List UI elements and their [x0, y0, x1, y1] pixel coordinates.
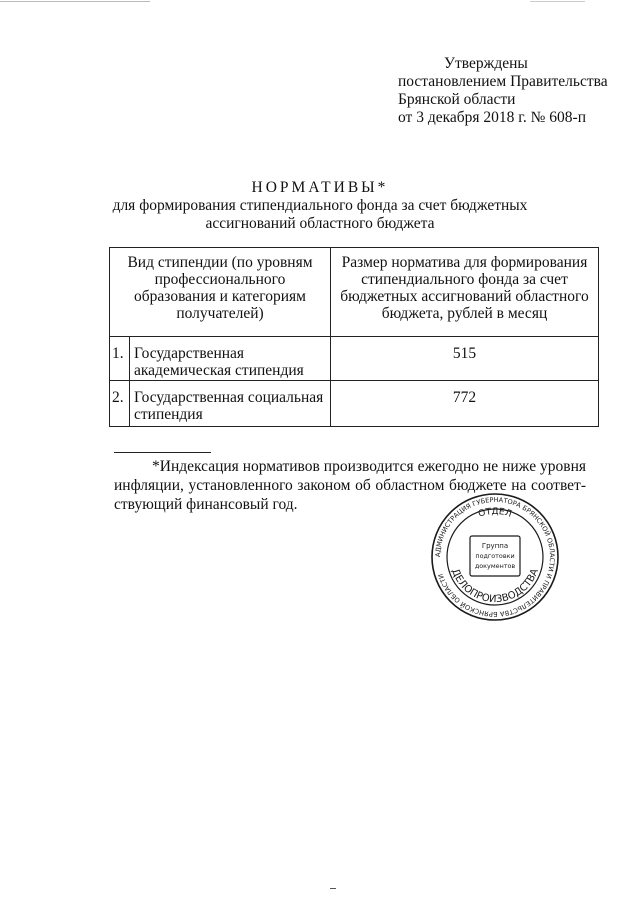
header-norm-size: Размер норматива для формирования стипендиального фонда за счет бюджетных ассигнований областного бюджета, рублей в месяц — [331, 248, 599, 337]
footnote-line-1: *Индексация нормативов производится ежегодно не ниже уровня инфляции, установленного законом об областном бюджете на соответ- — [114, 458, 586, 494]
title-line-3: ассигнований областного бюджета — [205, 215, 435, 232]
approval-line-2: постановлением Правительства — [398, 73, 608, 90]
office-stamp — [430, 492, 560, 622]
stamp-outer-text: АДМИНИСТРАЦИЯ ГУБЕРНАТОРА БРЯНСКОЙ ОБЛАСТИ И ПРАВИТЕЛЬСТВА БРЯНСКОЙ ОБЛАСТИ — [433, 495, 557, 619]
title-heading: НОРМАТИВЫ* — [251, 179, 389, 196]
footnote-line-2: ствующий финансовый год. — [114, 496, 298, 513]
top-scan-line-right — [530, 1, 585, 2]
row-norm-value: 772 — [331, 381, 599, 427]
row-norm-value: 515 — [331, 337, 599, 381]
approval-block — [398, 55, 608, 127]
document-title — [0, 179, 640, 233]
table-row — [110, 337, 599, 381]
norms-table — [109, 247, 599, 427]
table-header-row — [110, 248, 599, 337]
stamp-center-line-2: подготовки — [475, 552, 515, 560]
approval-line-1: Утверждены — [444, 55, 528, 72]
approval-line-3: Брянской области — [398, 91, 516, 108]
scan-mark — [330, 888, 336, 889]
row-scholarship-type: Государственная академическая стипендия — [130, 337, 331, 381]
stamp-center-line-3: документов — [474, 562, 516, 570]
stamp-center-line-1: Группа — [481, 542, 509, 550]
row-number: 2. — [110, 381, 130, 427]
approval-line-4: от 3 декабря 2018 г. № 608-п — [398, 109, 587, 126]
top-scan-line — [0, 1, 150, 2]
title-line-2: для формирования стипендиального фонда за счет бюджетных — [112, 197, 528, 214]
stamp-middle-top: ОТДЕЛ — [477, 506, 513, 520]
row-scholarship-type: Государственная социальная стипендия — [130, 381, 331, 427]
row-number: 1. — [110, 337, 130, 381]
footnote-divider — [114, 452, 211, 453]
header-scholarship-type: Вид стипендии (по уровням профессионального образования и категориям получателей) — [110, 248, 331, 337]
table-row — [110, 381, 599, 427]
stamp-middle-bottom: ДЕЛОПРОИЗВОДСТВА — [449, 567, 541, 606]
